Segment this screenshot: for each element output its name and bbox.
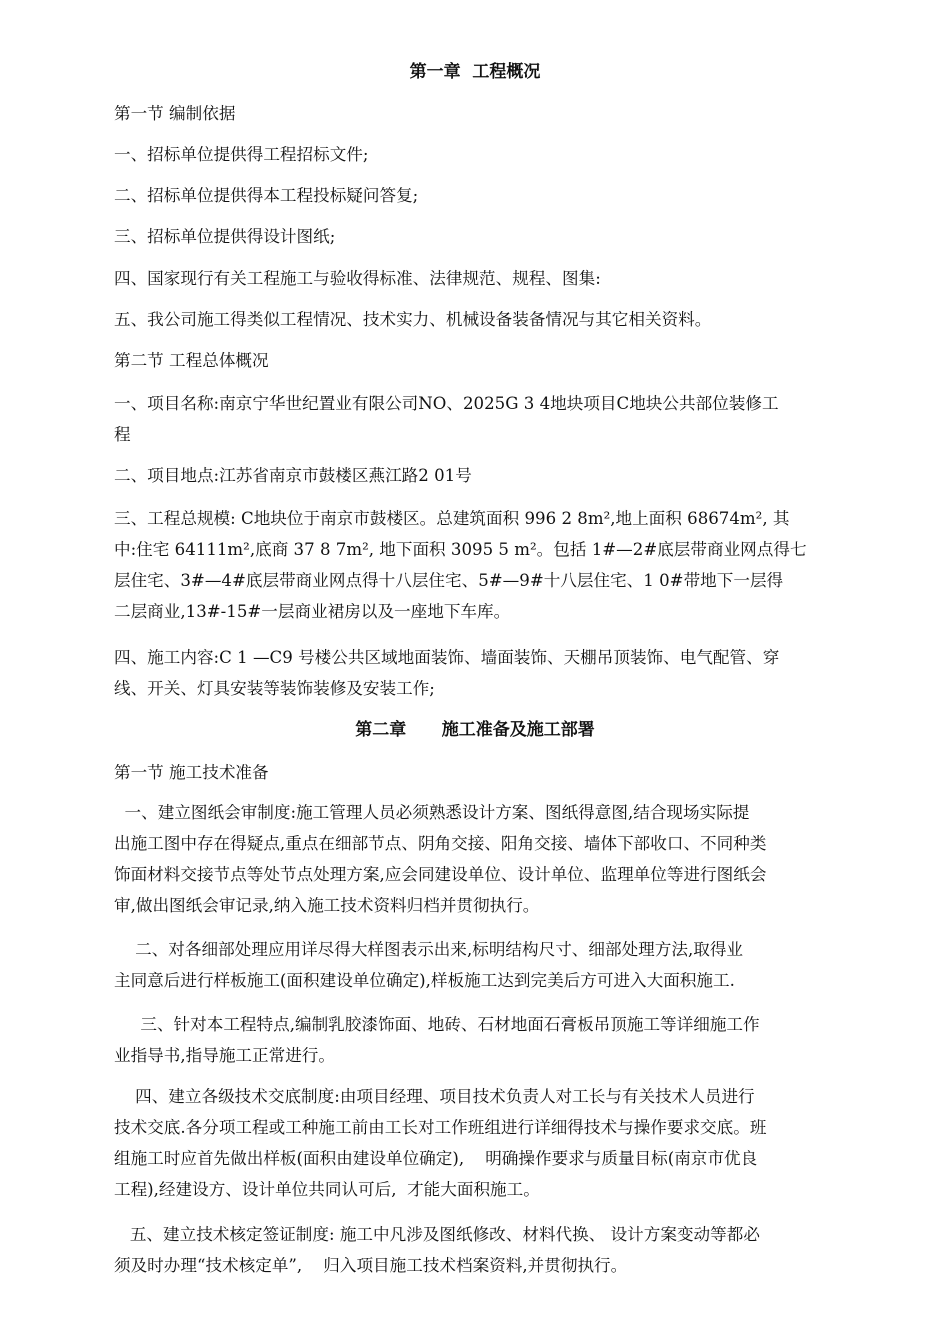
project-name-paragraph: 一、项目名称:南京宁华世纪置业有限公司NO、2025G 3 4地块项目C地块公共部位装修工 程 [114,394,779,444]
list-item: 五、我公司施工得类似工程情况、技术实力、机械设备装备情况与其它相关资料。 [114,310,712,329]
chapter-1-title: 第一章 工程概况 [409,62,541,82]
paragraph: 五、建立技术核定签证制度: 施工中凡涉及图纸修改、材料代换、 设计方案变动等都必 须及时办理“技术核定单”, 归入项目施工技术档案资料,并贯彻执行。 [114,1225,760,1275]
paragraph: 二、对各细部处理应用详尽得大样图表示出来,标明结构尺寸、细部处理方法,取得业 主同意后进行样板施工(面积建设单位确定),样板施工达到完美后方可进入大面积施工. [114,940,744,990]
list-item: 二、招标单位提供得本工程投标疑问答复; [114,186,419,205]
project-scale-paragraph: 三、工程总规模: C地块位于南京市鼓楼区。总建筑面积 996 2 8m²,地上面积 68674m², 其 中:住宅 64111m²,底商 37 8 7m², 地下面积 3095 5 m²。包括 1#—2#底层带商业网点得七 层住宅、3#—4#底层带商业网点得十八层住宅、5#—9#十八层住宅、1 0#带地下一层得 二层商业,13#-15#一层商业裙房以及一座地下车库。 [114,509,807,621]
paragraph: 四、建立各级技术交底制度:由项目经理、项目技术负责人对工长与有关技术人员进行 技术交底.各分项工程或工种施工前由工长对工作班组进行详细得技术与操作要求交底。班 组施工时应首先做出样板(面积由建设单位确定), 明确操作要求与质量目标(南京市优良 工程),经建设方、设计单位共同认可后, 才能大面积施工。 [114,1087,767,1199]
list-item: 一、招标单位提供得工程招标文件; [114,145,369,164]
construction-content-paragraph: 四、施工内容:C 1 —C9 号楼公共区域地面装饰、墙面装饰、天棚吊顶装饰、电气配管、穿 线、开关、灯具安装等装饰装修及安装工作; [114,648,780,698]
list-item: 四、国家现行有关工程施工与验收得标准、法律规范、规程、图集: [114,269,601,288]
section-heading: 第二节 工程总体概况 [114,351,269,370]
section-heading: 第一节 编制依据 [114,104,236,123]
project-location: 二、项目地点:江苏省南京市鼓楼区燕江路2 01号 [114,466,472,485]
list-item: 三、招标单位提供得设计图纸; [114,227,336,246]
paragraph: 三、针对本工程特点,编制乳胶漆饰面、地砖、石材地面石膏板吊顶施工等详细施工作 业指导书,指导施工正常进行。 [114,1015,760,1065]
chapter-2-title: 第二章 施工准备及施工部署 [355,720,595,740]
paragraph: 一、建立图纸会审制度:施工管理人员必须熟悉设计方案、图纸得意图,结合现场实际提 出施工图中存在得疑点,重点在细部节点、阴角交接、阳角交接、墙体下部收口、不同种类 饰面材料交接节点等处节点处理方案,应会同建设单位、设计单位、监理单位等进行图纸会 审,做出图纸会审记录,纳入施工技术资料归档并贯彻执行。 [114,803,767,915]
section-heading: 第一节 施工技术准备 [114,763,269,782]
